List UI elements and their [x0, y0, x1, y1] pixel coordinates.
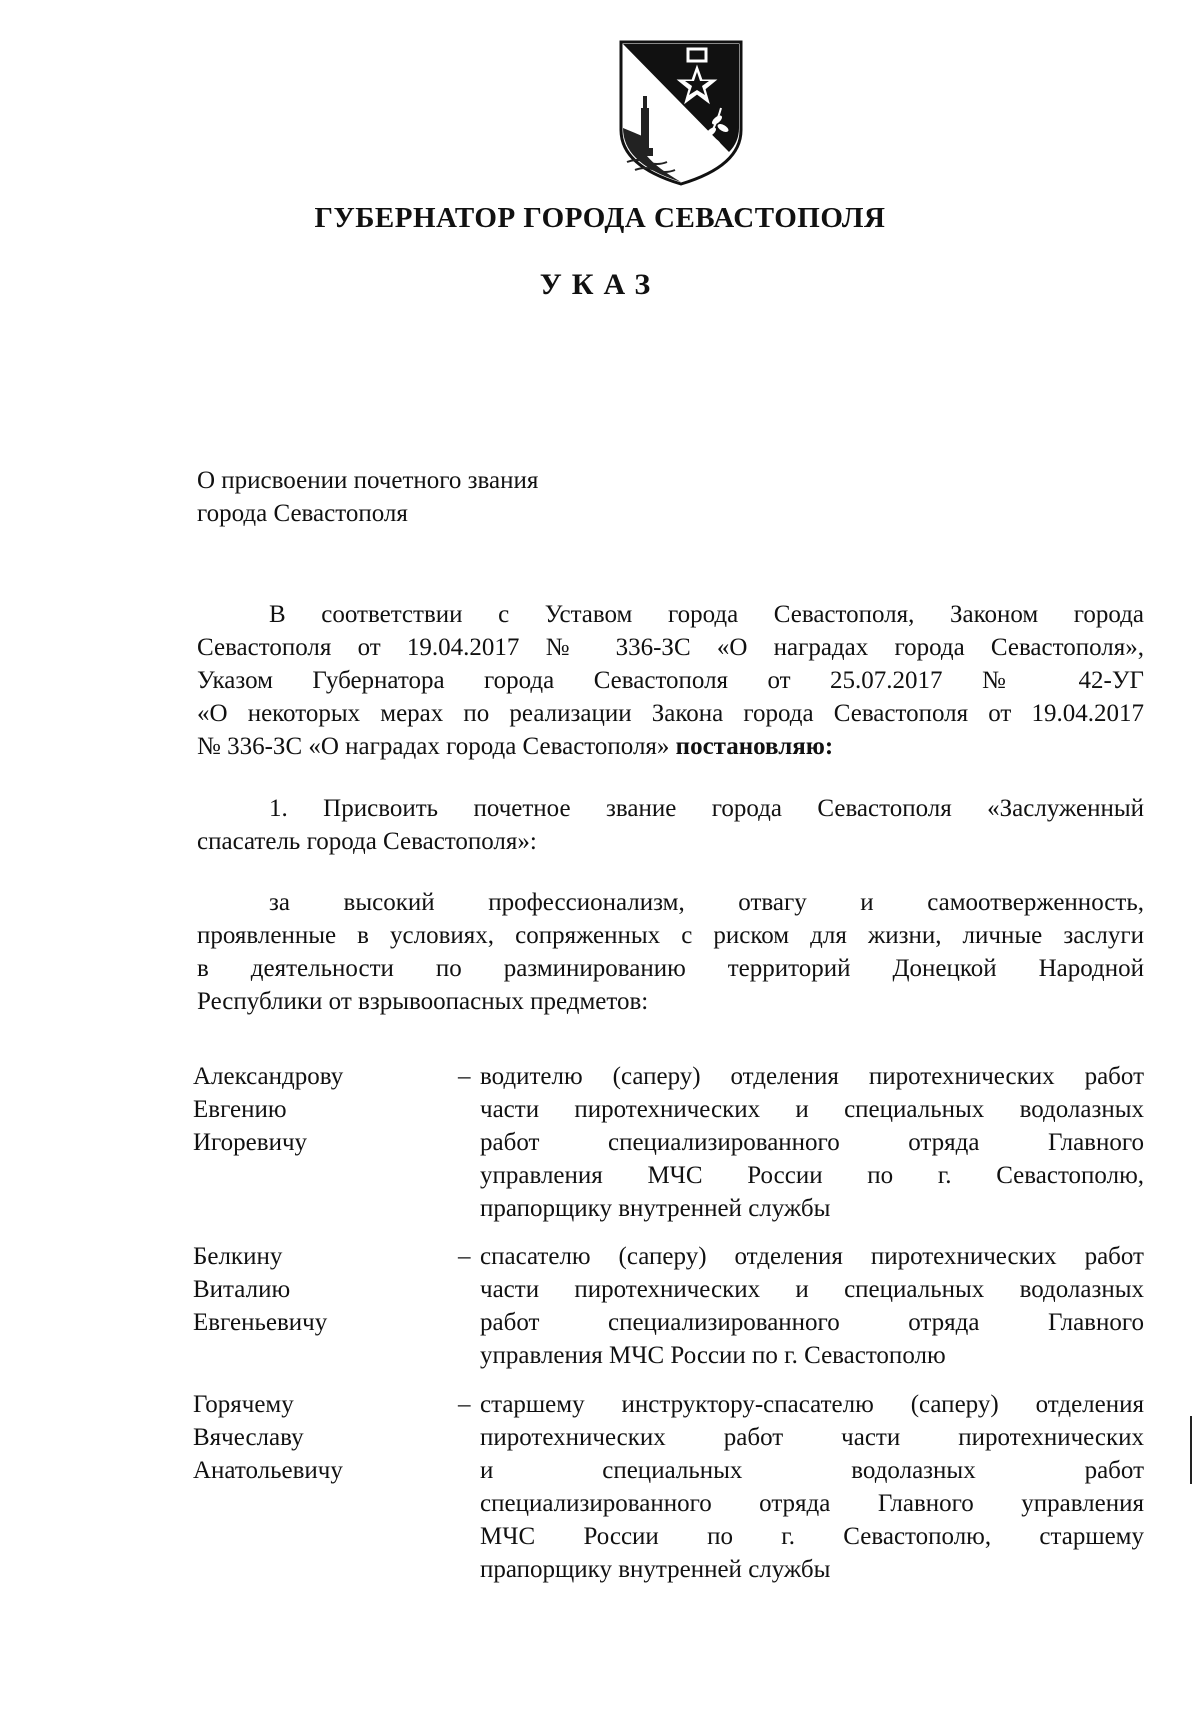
preamble-line: № 336-ЗС «О наградах города Севастополя» — [197, 733, 670, 760]
preamble-line: «О некоторых мерах по реализации Закона города Севастополя от 19.04.2017 — [197, 700, 1144, 727]
position-line: спасателю (саперу) отделения пиротехнических работ — [480, 1243, 1144, 1270]
subject-line-1: О присвоении почетного звания — [197, 467, 539, 494]
preamble-last-line — [197, 730, 1144, 763]
recipient-surname: Белкину — [193, 1243, 283, 1270]
decree-subject — [197, 464, 797, 530]
scan-margin-mark — [1190, 1416, 1192, 1484]
position-line: прапорщику внутренней службы — [480, 1195, 831, 1222]
decision-word: постановляю: — [675, 733, 834, 760]
position-line: МЧС России по г. Севастополю, старшему — [480, 1523, 1144, 1550]
recipient-first-name: Вячеславу — [193, 1424, 304, 1451]
position-line: прапорщику внутренней службы — [480, 1556, 831, 1583]
reason-paragraph — [197, 886, 1144, 1018]
recipient-patronymic: Анатольевичу — [193, 1457, 343, 1484]
recipient-position — [480, 1060, 1144, 1225]
recipient-dash: – — [458, 1243, 471, 1270]
position-line: части пиротехнических и специальных водолазных — [480, 1096, 1144, 1123]
issuing-authority: ГУБЕРНАТОР ГОРОДА СЕВАСТОПОЛЯ — [314, 202, 886, 234]
position-line: управления МЧС России по г. Севастополю — [480, 1342, 946, 1369]
item-1-line: 1. Присвоить почетное звание города Севастополя «Заслуженный — [269, 795, 1144, 822]
position-line: управления МЧС России по г. Севастополю, — [480, 1162, 1144, 1189]
preamble-line: Указом Губернатора города Севастополя от 25.07.2017 № 42-УГ — [197, 667, 1144, 694]
position-line: специализированного отряда Главного управления — [480, 1490, 1144, 1517]
recipient-name — [193, 1060, 443, 1159]
preamble-paragraph — [197, 598, 1144, 763]
recipient-name — [193, 1240, 443, 1339]
position-line: старшему инструктору-спасателю (саперу) отделения — [480, 1391, 1144, 1418]
position-line: водителю (саперу) отделения пиротехнических работ — [480, 1063, 1144, 1090]
recipient-first-name: Евгению — [193, 1096, 287, 1123]
reason-line: Республики от взрывоопасных предметов: — [197, 988, 649, 1015]
item-1-line: спасатель города Севастополя»: — [197, 828, 537, 855]
position-line: работ специализированного отряда Главного — [480, 1309, 1144, 1336]
reason-line: в деятельности по разминированию территорий Донецкой Народной — [197, 955, 1144, 982]
recipient-patronymic: Евгеньевичу — [193, 1309, 328, 1336]
position-line: пиротехнических работ части пиротехнических — [480, 1424, 1144, 1451]
subject-line-2: города Севастополя — [197, 500, 408, 527]
document-type-title: УКАЗ — [539, 268, 661, 301]
recipient-position — [480, 1240, 1144, 1372]
preamble-line: Севастополя от 19.04.2017 № 336-ЗС «О наградах города Севастополя», — [197, 634, 1144, 661]
sevastopol-coat-of-arms-icon — [617, 38, 745, 188]
recipient-first-name: Виталию — [193, 1276, 291, 1303]
position-line: части пиротехнических и специальных водолазных — [480, 1276, 1144, 1303]
recipient-dash: – — [458, 1063, 471, 1090]
recipient-surname: Александрову — [193, 1063, 344, 1090]
preamble-line: В соответствии с Уставом города Севастополя, Законом города — [269, 601, 1144, 628]
recipient-name — [193, 1388, 443, 1487]
recipient-dash: – — [458, 1391, 471, 1418]
reason-line: проявленные в условиях, сопряженных с риском для жизни, личные заслуги — [197, 922, 1144, 949]
reason-line: за высокий профессионализм, отвагу и самоотверженность, — [269, 889, 1144, 916]
position-line: работ специализированного отряда Главного — [480, 1129, 1144, 1156]
position-line: и специальных водолазных работ — [480, 1457, 1144, 1484]
recipient-surname: Горячему — [193, 1391, 294, 1418]
item-1-paragraph — [197, 792, 1144, 858]
recipient-position — [480, 1388, 1144, 1586]
recipient-patronymic: Игоревичу — [193, 1129, 308, 1156]
